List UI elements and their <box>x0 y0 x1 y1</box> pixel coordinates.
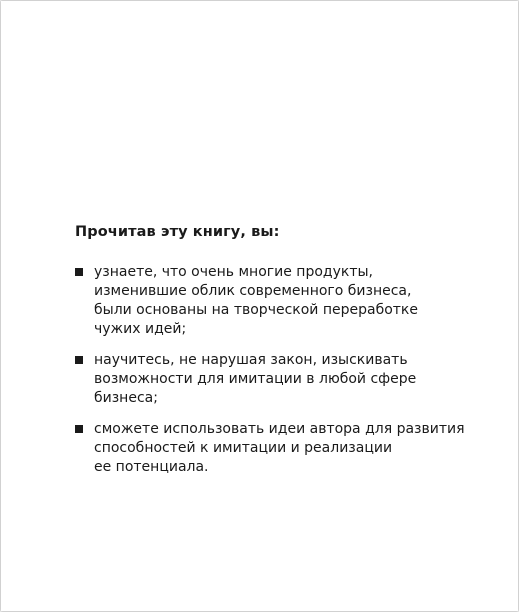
benefits-list <box>75 263 495 489</box>
list-item-text-line: возможности для имитации в любой сфере <box>94 371 417 387</box>
list-item <box>75 263 495 339</box>
list-item-text-line: бизнеса; <box>94 390 158 406</box>
list-item <box>75 420 495 477</box>
list-item <box>75 351 495 408</box>
list-item-text-line: изменившие облик современного бизнеса, <box>94 283 412 299</box>
square-bullet-icon <box>75 425 83 433</box>
list-item-text-line: были основаны на творческой переработке <box>94 302 419 318</box>
square-bullet-icon <box>75 268 83 276</box>
list-item-text-line: чужих идей; <box>94 321 187 337</box>
section-heading: Прочитав эту книгу, вы: <box>75 224 280 240</box>
list-item-text-line: ее потенциала. <box>94 459 209 475</box>
list-item-text-line: сможете использовать идеи автора для развития <box>94 421 465 437</box>
list-item-text-line: узнаете, что очень многие продукты, <box>94 264 373 280</box>
list-item-text-line: научитесь, не нарушая закон, изыскивать <box>94 352 408 368</box>
list-item-text-line: способностей к имитации и реализации <box>94 440 393 456</box>
square-bullet-icon <box>75 356 83 364</box>
book-page <box>1 1 518 611</box>
